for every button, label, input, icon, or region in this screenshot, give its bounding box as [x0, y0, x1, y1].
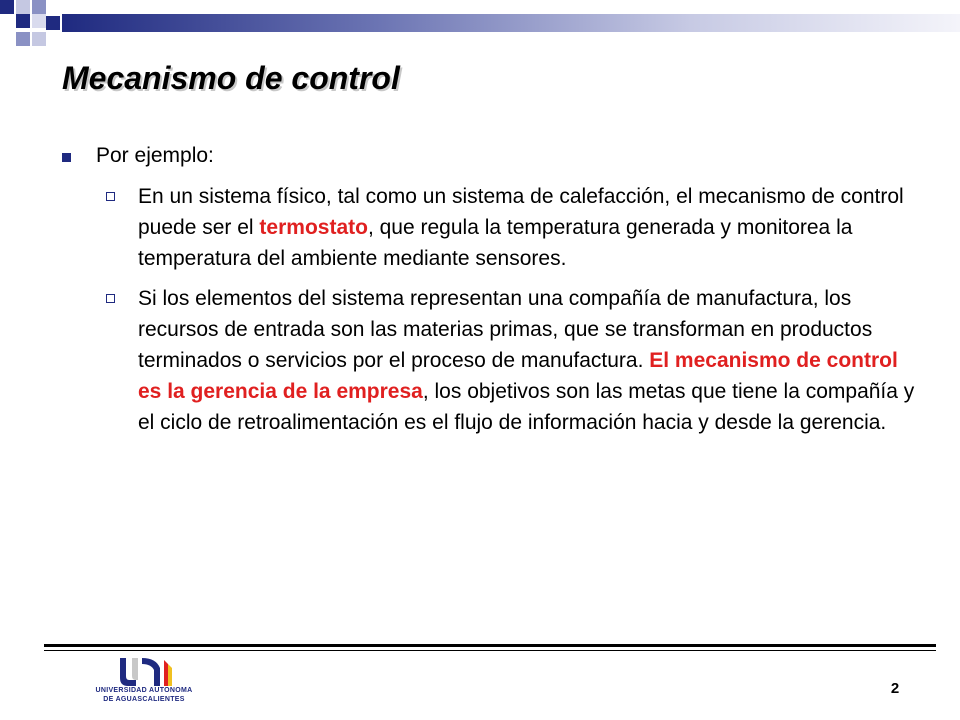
decoration-square-icon	[32, 14, 46, 28]
hollow-square-bullet-icon	[106, 294, 115, 303]
sub-bullet-item	[106, 181, 918, 274]
slide-content	[62, 143, 915, 447]
decoration-square-icon	[32, 0, 46, 14]
sub-bullet-text: En un sistema físico, tal como un sistema de calefacción, el mecanismo de control puede ser el	[138, 185, 904, 239]
sub-bullet-text: , que regula la temperatura generada y monitorea la temperatura del ambiente mediante sensores.	[138, 216, 853, 270]
highlight-text: El mecanismo de control es la gerencia de la empresa	[138, 349, 898, 403]
decoration-square-icon	[0, 0, 14, 14]
sub-bullet-text: , los objetivos son las metas que tiene la compañía y el ciclo de retroalimentación es el flujo de información hacia y desde la gerencia.	[138, 380, 915, 434]
highlight-text: termostato	[259, 216, 368, 239]
footer-divider	[44, 644, 936, 647]
decoration-square-icon	[16, 32, 30, 46]
bullet-text: Por ejemplo:	[96, 144, 214, 167]
page-number: 2	[890, 680, 900, 697]
decoration-square-icon	[16, 0, 30, 14]
hollow-square-bullet-icon	[106, 192, 115, 201]
decoration-square-icon	[32, 32, 46, 46]
logo-line: UNIVERSIDAD AUTONOMA	[95, 687, 193, 694]
university-name	[84, 686, 204, 704]
sub-bullet-list	[62, 181, 915, 438]
sub-bullet-item	[106, 283, 918, 438]
decoration-square-icon	[16, 14, 30, 28]
logo-line: DE AGUASCALIENTES	[103, 696, 185, 703]
slide-title: Mecanismo de control	[62, 60, 400, 96]
header-gradient-bar	[62, 14, 960, 32]
university-logo-icon	[84, 654, 204, 716]
footer-divider	[44, 650, 936, 651]
bullet-item	[62, 143, 902, 169]
decoration-square-icon	[46, 16, 60, 30]
sub-bullet-text: Si los elementos del sistema representan una compañía de manufactura, los recursos de entrada son las materias primas, que se transforman en productos terminados o servicios por el proceso de manufactura.	[138, 287, 873, 372]
filled-square-bullet-icon	[62, 153, 71, 162]
